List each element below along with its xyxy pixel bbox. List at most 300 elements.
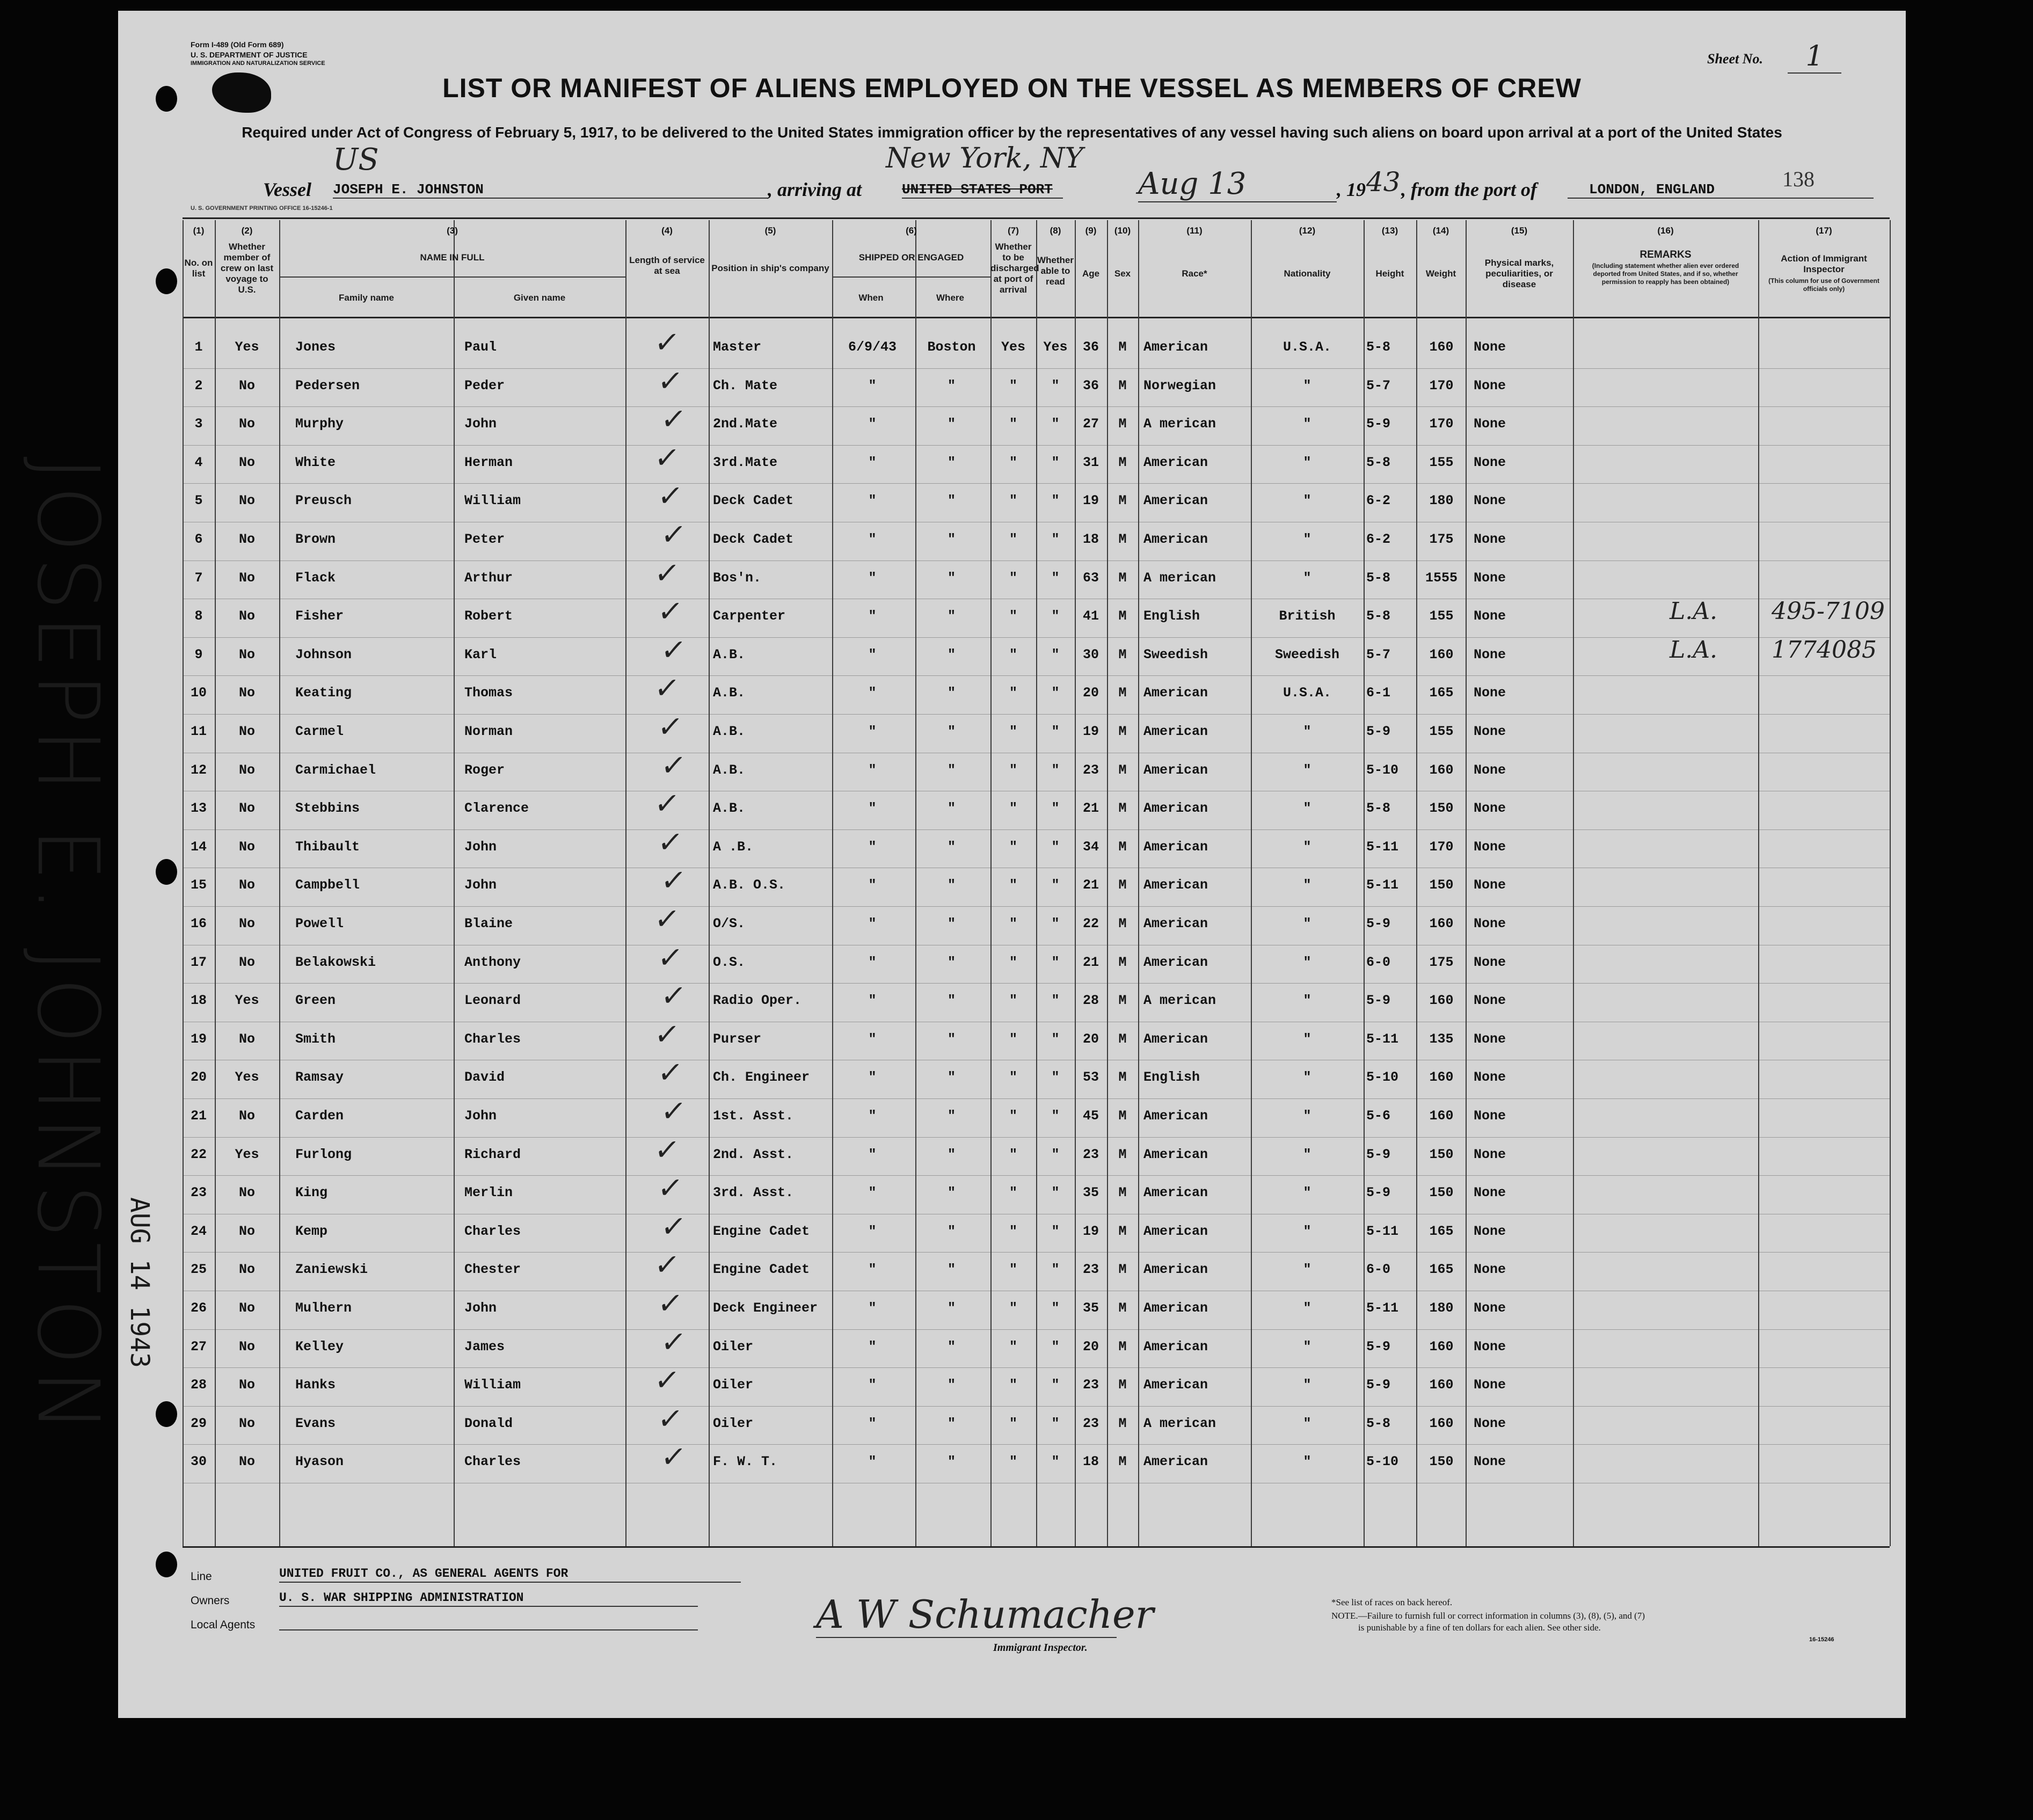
physical-marks: None <box>1474 839 1506 855</box>
page-number: 138 <box>1782 167 1815 191</box>
physical-marks: None <box>1474 646 1506 663</box>
inspector-signature: A W Schumacher <box>816 1592 1154 1637</box>
hdr-action: Action of Immigrant Inspector <box>1781 253 1867 274</box>
shipped-where: " <box>947 916 956 931</box>
prev-voyage: No <box>238 916 255 931</box>
owners-value: U. S. WAR SHIPPING ADMINISTRATION <box>279 1591 698 1607</box>
age: 22 <box>1082 916 1099 931</box>
able-to-read: " <box>1051 954 1060 970</box>
shipped-where: " <box>947 570 956 586</box>
age: 35 <box>1082 1185 1099 1201</box>
race: American <box>1143 724 1208 739</box>
given-name: Thomas <box>464 685 513 701</box>
shipped-where: " <box>947 1031 956 1047</box>
nationality: " <box>1303 1146 1311 1162</box>
shipped-subrule <box>832 276 990 278</box>
shipped-when: " <box>868 954 877 970</box>
given-name: Arthur <box>464 570 513 586</box>
nationality: U.S.A. <box>1283 685 1331 701</box>
physical-marks: None <box>1474 1185 1506 1201</box>
family-name: Ramsay <box>295 1069 344 1086</box>
hdr-remarks-note: (Including statement whether alien ever ordered deported from United States, and if so, whether permission to reapply has been obtained) <box>1592 262 1739 286</box>
row-number: 11 <box>190 724 207 739</box>
able-to-read: " <box>1051 377 1060 394</box>
sex: M <box>1118 493 1127 509</box>
discharged: " <box>1009 570 1017 586</box>
shipped-when: " <box>868 685 877 701</box>
hdr-last-voyage: Whether member of crew on last voyage to U.S. <box>220 242 274 295</box>
prev-voyage: No <box>238 454 255 470</box>
col-rule <box>454 220 455 1546</box>
height: 5-10 <box>1366 762 1399 778</box>
position: A.B. O.S. <box>713 877 786 893</box>
weight: 135 <box>1429 1031 1454 1047</box>
service-check-icon: ✓ <box>655 1401 685 1436</box>
family-name: Fisher <box>295 608 344 624</box>
position: 2nd.Mate <box>713 416 778 432</box>
hdr-weight: Weight <box>1425 268 1456 279</box>
punch-hole <box>156 268 177 294</box>
hdr-where: Where <box>936 293 964 303</box>
age: 41 <box>1082 608 1099 624</box>
weight: 160 <box>1429 916 1454 931</box>
shipped-where: " <box>947 608 956 624</box>
height: 5-9 <box>1366 993 1391 1009</box>
race: English <box>1143 608 1200 624</box>
shipped-where: " <box>947 1262 956 1278</box>
weight: 170 <box>1429 377 1454 394</box>
shipped-where: " <box>947 800 956 817</box>
shipped-where: " <box>947 762 956 778</box>
weight: 160 <box>1429 1069 1454 1086</box>
shipped-when: " <box>868 1031 877 1047</box>
nationality: British <box>1279 608 1336 624</box>
height: 6-2 <box>1366 493 1391 509</box>
shipped-when: " <box>868 416 877 432</box>
col-rule <box>1758 220 1759 1546</box>
able-to-read: " <box>1051 1185 1060 1201</box>
prev-voyage: No <box>238 762 255 778</box>
physical-marks: None <box>1474 1031 1506 1047</box>
able-to-read: " <box>1051 570 1060 586</box>
discharged: " <box>1009 762 1017 778</box>
physical-marks: None <box>1474 1108 1506 1124</box>
shipped-when: " <box>868 993 877 1009</box>
nationality: " <box>1303 839 1311 855</box>
row-number: 29 <box>190 1415 207 1431</box>
given-name: John <box>464 877 497 893</box>
sex: M <box>1118 454 1127 470</box>
weight: 155 <box>1429 724 1454 739</box>
able-to-read: " <box>1051 646 1060 663</box>
prev-voyage: No <box>238 1262 255 1278</box>
row-number: 27 <box>190 1338 207 1355</box>
height: 5-10 <box>1366 1454 1399 1470</box>
shipped-where: " <box>947 1377 956 1393</box>
row-number: 4 <box>194 454 203 470</box>
shipped-where: " <box>947 646 956 663</box>
height: 5-9 <box>1366 416 1391 432</box>
service-check-icon: ✓ <box>659 1209 688 1243</box>
shipped-where: " <box>947 1454 956 1470</box>
given-name: David <box>464 1069 505 1086</box>
position: 2nd. Asst. <box>713 1146 794 1162</box>
age: 45 <box>1082 1108 1099 1124</box>
family-name: Keating <box>295 685 352 701</box>
family-name: Stebbins <box>295 800 360 817</box>
age: 21 <box>1082 800 1099 817</box>
position: Purser <box>713 1031 762 1047</box>
sex: M <box>1118 1223 1127 1239</box>
position: A.B. <box>713 724 746 739</box>
discharged: " <box>1009 608 1017 624</box>
nationality: U.S.A. <box>1283 339 1331 355</box>
height: 6-1 <box>1366 685 1391 701</box>
family-name: Brown <box>295 532 336 547</box>
discharged: " <box>1009 493 1017 509</box>
age: 23 <box>1082 762 1099 778</box>
col-rule <box>1890 220 1891 1546</box>
height: 5-8 <box>1366 570 1391 586</box>
row-number: 12 <box>190 762 207 778</box>
shipped-when: " <box>868 800 877 817</box>
sex: M <box>1118 916 1127 931</box>
discharged: " <box>1009 877 1017 893</box>
prev-voyage: No <box>238 1031 255 1047</box>
punch-hole <box>156 1401 177 1427</box>
hdr-sex: Sex <box>1114 268 1131 279</box>
col-rule <box>1364 220 1365 1546</box>
given-name: John <box>464 1300 497 1316</box>
service-check-icon: ✓ <box>659 402 688 436</box>
physical-marks: None <box>1474 916 1506 931</box>
given-name: Anthony <box>464 954 521 970</box>
local-agents-label: Local Agents <box>191 1619 256 1631</box>
physical-marks: None <box>1474 493 1506 509</box>
physical-marks: None <box>1474 954 1506 970</box>
position: Radio Oper. <box>713 993 802 1009</box>
race: American <box>1143 800 1208 817</box>
sex: M <box>1118 993 1127 1009</box>
service-check-icon: ✓ <box>659 979 688 1013</box>
physical-marks: None <box>1474 1454 1506 1470</box>
shipped-when: 6/9/43 <box>848 339 897 355</box>
vessel-flag: US <box>333 142 379 177</box>
nationality: " <box>1303 377 1311 394</box>
able-to-read: " <box>1051 993 1060 1009</box>
service-check-icon: ✓ <box>652 1363 682 1397</box>
shipped-when: " <box>868 493 877 509</box>
col-num: (6) <box>906 225 917 236</box>
able-to-read: " <box>1051 1069 1060 1086</box>
discharged: " <box>1009 1415 1017 1431</box>
sex: M <box>1118 570 1127 586</box>
given-name: Blaine <box>464 916 513 931</box>
able-to-read: " <box>1051 454 1060 470</box>
race: American <box>1143 762 1208 778</box>
discharged: " <box>1009 377 1017 394</box>
nationality: " <box>1303 1338 1311 1355</box>
age: 35 <box>1082 1300 1099 1316</box>
age: 20 <box>1082 1338 1099 1355</box>
discharged: " <box>1009 454 1017 470</box>
col-num: (1) <box>193 225 205 236</box>
shipped-when: " <box>868 877 877 893</box>
sex: M <box>1118 1415 1127 1431</box>
sheet-label: Sheet No. <box>1707 51 1763 67</box>
form-id-1: Form I-489 (Old Form 689) <box>191 40 284 49</box>
hdr-given: Given name <box>513 293 566 303</box>
arrival-date-stamp: AUG 14 1943 <box>125 1197 155 1368</box>
given-name: William <box>464 493 521 509</box>
vessel-name: JOSEPH E. JOHNSTON <box>333 181 768 199</box>
page-title: LIST OR MANIFEST OF ALIENS EMPLOYED ON THE VESSEL AS MEMBERS OF CREW <box>442 73 1582 103</box>
sex: M <box>1118 1300 1127 1316</box>
height: 5-9 <box>1366 1185 1391 1201</box>
weight: 180 <box>1429 1300 1454 1316</box>
position: F. W. T. <box>713 1454 778 1470</box>
col-num: (17) <box>1816 225 1832 236</box>
discharged: Yes <box>1001 339 1025 355</box>
shipped-where: " <box>947 1069 956 1086</box>
from-label: , from the port of <box>1401 179 1537 200</box>
height: 6-2 <box>1366 532 1391 547</box>
physical-marks: None <box>1474 685 1506 701</box>
physical-marks: None <box>1474 377 1506 394</box>
nationality: " <box>1303 454 1311 470</box>
inspector-label: Immigrant Inspector. <box>993 1642 1088 1654</box>
shipped-when: " <box>868 724 877 739</box>
nationality: " <box>1303 416 1311 432</box>
physical-marks: None <box>1474 416 1506 432</box>
position: O.S. <box>713 954 746 970</box>
shipped-when: " <box>868 1069 877 1086</box>
height: 5-9 <box>1366 724 1391 739</box>
nationality: " <box>1303 1223 1311 1239</box>
family-name: Hyason <box>295 1454 344 1470</box>
nationality: " <box>1303 877 1311 893</box>
able-to-read: " <box>1051 916 1060 931</box>
form-code: 16-15246 <box>1809 1636 1834 1643</box>
prev-voyage: No <box>238 493 255 509</box>
physical-marks: None <box>1474 1146 1506 1162</box>
given-name: Robert <box>464 608 513 624</box>
nationality: " <box>1303 800 1311 817</box>
race: American <box>1143 1300 1208 1316</box>
position: Ch. Engineer <box>713 1069 810 1086</box>
given-name: John <box>464 839 497 855</box>
weight: 160 <box>1429 993 1454 1009</box>
service-check-icon: ✓ <box>652 787 682 821</box>
weight: 170 <box>1429 839 1454 855</box>
hdr-race: Race* <box>1182 268 1207 279</box>
family-name: Furlong <box>295 1146 352 1162</box>
shipped-when: " <box>868 532 877 547</box>
able-to-read: " <box>1051 1454 1060 1470</box>
age: 31 <box>1082 454 1099 470</box>
physical-marks: None <box>1474 1377 1506 1393</box>
weight: 150 <box>1429 877 1454 893</box>
discharged: " <box>1009 916 1017 931</box>
shipped-where: " <box>947 685 956 701</box>
sex: M <box>1118 1454 1127 1470</box>
able-to-read: " <box>1051 762 1060 778</box>
age: 19 <box>1082 1223 1099 1239</box>
prev-voyage: No <box>238 724 255 739</box>
nationality: " <box>1303 954 1311 970</box>
race: American <box>1143 1185 1208 1201</box>
height: 5-10 <box>1366 1069 1399 1086</box>
hdr-name: NAME IN FULL <box>420 252 485 263</box>
line-label: Line <box>191 1570 212 1583</box>
prev-voyage: No <box>238 1223 255 1239</box>
race: A merican <box>1143 1415 1216 1431</box>
shipped-where: " <box>947 1185 956 1201</box>
able-to-read: " <box>1051 416 1060 432</box>
hdr-when: When <box>858 293 884 303</box>
prev-voyage: No <box>238 646 255 663</box>
weight: 155 <box>1429 608 1454 624</box>
race: American <box>1143 532 1208 547</box>
discharged: " <box>1009 646 1017 663</box>
physical-marks: None <box>1474 724 1506 739</box>
service-check-icon: ✓ <box>659 748 688 782</box>
weight: 165 <box>1429 685 1454 701</box>
physical-marks: None <box>1474 454 1506 470</box>
service-check-icon: ✓ <box>655 940 685 974</box>
physical-marks: None <box>1474 1223 1506 1239</box>
prev-voyage: No <box>238 877 255 893</box>
physical-marks: None <box>1474 608 1506 624</box>
shipped-when: " <box>868 1377 877 1393</box>
nationality: " <box>1303 1108 1311 1124</box>
vessel-label: Vessel <box>263 179 311 200</box>
shipped-when: " <box>868 570 877 586</box>
col-num: (10) <box>1114 225 1131 236</box>
punch-hole <box>156 1552 177 1577</box>
sex: M <box>1118 416 1127 432</box>
owners-label: Owners <box>191 1595 230 1607</box>
family-name: Kelley <box>295 1338 344 1355</box>
given-name: Richard <box>464 1146 521 1162</box>
age: 20 <box>1082 685 1099 701</box>
physical-marks: None <box>1474 1069 1506 1086</box>
sex: M <box>1118 877 1127 893</box>
age: 20 <box>1082 1031 1099 1047</box>
weight: 175 <box>1429 954 1454 970</box>
year-handwritten: 43 <box>1366 166 1401 198</box>
col-num: (14) <box>1432 225 1449 236</box>
discharged: " <box>1009 1146 1017 1162</box>
hdr-position: Position in ship's company <box>711 263 829 273</box>
discharged: " <box>1009 416 1017 432</box>
race: American <box>1143 839 1208 855</box>
row-number: 17 <box>190 954 207 970</box>
prev-voyage: No <box>238 954 255 970</box>
nationality: " <box>1303 1031 1311 1047</box>
table-bottom-rule <box>183 1546 1890 1548</box>
family-name: Pedersen <box>295 377 360 394</box>
discharged: " <box>1009 1108 1017 1124</box>
col-rule <box>625 220 626 1546</box>
position: A.B. <box>713 762 746 778</box>
service-check-icon: ✓ <box>652 325 682 359</box>
row-number: 18 <box>190 993 207 1009</box>
sex: M <box>1118 377 1127 394</box>
given-name: Herman <box>464 454 513 470</box>
race: American <box>1143 877 1208 893</box>
able-to-read: " <box>1051 800 1060 817</box>
age: 53 <box>1082 1069 1099 1086</box>
col-num: (15) <box>1511 225 1528 236</box>
weight: 170 <box>1429 416 1454 432</box>
prev-voyage: No <box>238 570 255 586</box>
prev-voyage: No <box>238 800 255 817</box>
able-to-read: " <box>1051 608 1060 624</box>
age: 23 <box>1082 1377 1099 1393</box>
penalty-note: NOTE.—Failure to furnish full or correct information in columns (3), (8), (5), and (7) <box>1331 1611 1645 1621</box>
col-rule <box>215 220 216 1546</box>
discharged: " <box>1009 993 1017 1009</box>
able-to-read: " <box>1051 1300 1060 1316</box>
inspector-action: 495-7109 <box>1772 598 1885 625</box>
hdr-shipped: SHIPPED OR ENGAGED <box>858 252 964 263</box>
race: American <box>1143 916 1208 931</box>
row-number: 16 <box>190 916 207 931</box>
age: 30 <box>1082 646 1099 663</box>
race: American <box>1143 339 1208 355</box>
family-name: Powell <box>295 916 344 931</box>
shipped-when: " <box>868 1454 877 1470</box>
age: 23 <box>1082 1146 1099 1162</box>
race: Norwegian <box>1143 377 1216 394</box>
family-name: Jones <box>295 339 336 355</box>
shipped-when: " <box>868 1262 877 1278</box>
able-to-read: " <box>1051 877 1060 893</box>
service-check-icon: ✓ <box>659 1324 688 1359</box>
nationality: " <box>1303 1262 1311 1278</box>
manifest-sheet <box>18 11 1906 1718</box>
height: 5-9 <box>1366 916 1391 931</box>
row-number: 9 <box>194 646 203 663</box>
shipped-where: " <box>947 1223 956 1239</box>
row-number: 24 <box>190 1223 207 1239</box>
service-check-icon: ✓ <box>659 1440 688 1474</box>
prev-voyage: No <box>238 416 255 432</box>
given-name: Paul <box>464 339 497 355</box>
given-name: John <box>464 416 497 432</box>
height: 5-8 <box>1366 339 1391 355</box>
col-rule <box>1466 220 1467 1546</box>
given-name: Leonard <box>464 993 521 1009</box>
discharged: " <box>1009 1454 1017 1470</box>
shipped-where: " <box>947 993 956 1009</box>
form-id-2: U. S. DEPARTMENT OF JUSTICE <box>191 50 308 59</box>
races-note: *See list of races on back hereof. <box>1331 1597 1453 1607</box>
hdr-family: Family name <box>339 293 394 303</box>
position: Deck Engineer <box>713 1300 818 1316</box>
sex: M <box>1118 1069 1127 1086</box>
vessel-name-stamp: JOSEPH E. JOHNSTON <box>18 456 117 1437</box>
service-check-icon: ✓ <box>655 594 685 629</box>
age: 23 <box>1082 1262 1099 1278</box>
discharged: " <box>1009 1031 1017 1047</box>
row-number: 23 <box>190 1185 207 1201</box>
nationality: Sweedish <box>1274 646 1340 663</box>
height: 5-8 <box>1366 608 1391 624</box>
able-to-read: " <box>1051 1146 1060 1162</box>
given-name: Clarence <box>464 800 529 817</box>
